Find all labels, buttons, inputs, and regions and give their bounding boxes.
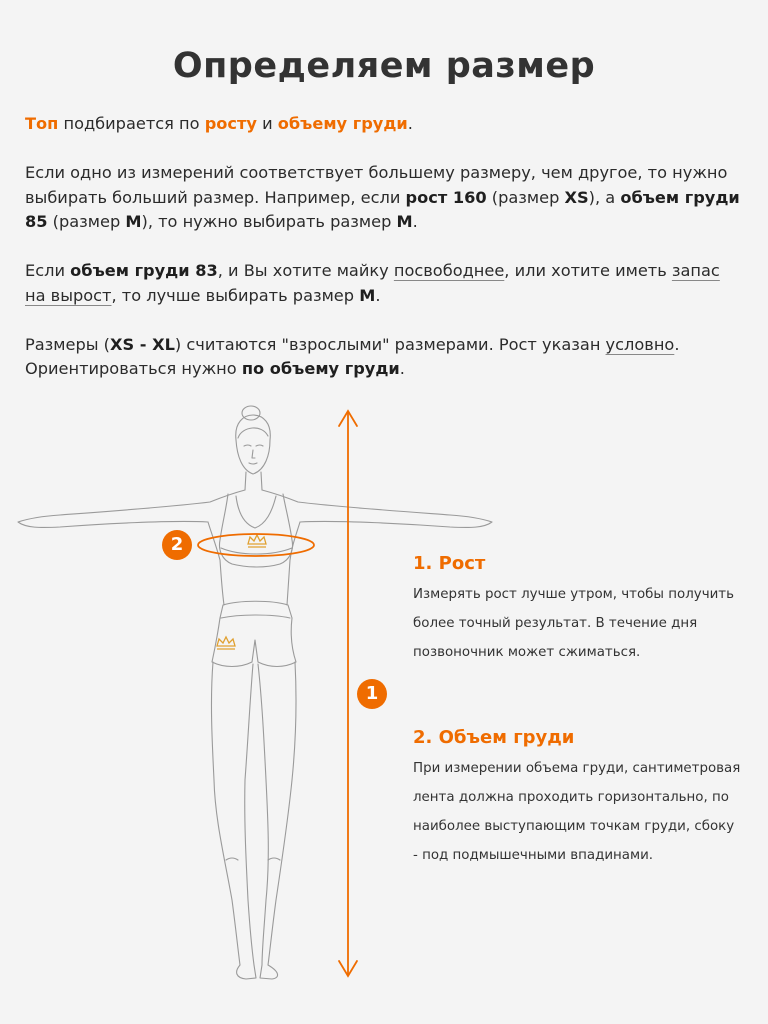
text-bold: объем груди 83 <box>70 261 218 280</box>
text-bold: рост 160 <box>405 187 487 207</box>
intro-paragraph-3 <box>25 259 745 308</box>
text: Если одно из измерений соответствует большему размеру, чем другое, то нужно выбирать больший размер. Например, если <box>25 163 728 207</box>
text-underlined: посвободнее <box>393 261 505 280</box>
text: подбирается по <box>58 114 205 133</box>
text: ) считаются "взрослыми" размерами. Рост указан <box>174 334 606 354</box>
text-bold: XS - XL <box>109 334 175 354</box>
text: ), то нужно выбирать размер <box>141 212 397 231</box>
text: Если <box>25 261 71 280</box>
height-section-title: 1. Рост <box>413 553 486 574</box>
text-underlined: условно <box>605 334 675 354</box>
intro-paragraph-1 <box>25 112 745 137</box>
intro-paragraph-4 <box>25 333 745 382</box>
text: . <box>375 285 381 305</box>
chest-badge: 2 <box>162 530 192 560</box>
text: . Ориентироваться нужно <box>25 334 680 378</box>
text-bold: по объему груди <box>241 359 400 378</box>
intro-paragraph-2 <box>25 161 745 235</box>
text: (размер <box>486 187 565 207</box>
text-bold: M <box>396 212 413 231</box>
text-accent: росту <box>204 114 257 133</box>
text-underlined: запас на вырост <box>25 261 720 305</box>
text: , и Вы хотите майку <box>217 261 394 280</box>
text-bold: объем груди 85 <box>25 187 740 231</box>
text: ), а <box>588 187 621 207</box>
text: Размеры ( <box>25 334 110 354</box>
chest-section-title: 2. Объем груди <box>413 727 575 748</box>
text: и <box>256 114 278 133</box>
text: , то лучше выбирать размер <box>111 285 360 305</box>
text: . <box>412 212 418 231</box>
text: , или хотите иметь <box>504 261 672 280</box>
text-bold: M <box>125 212 142 231</box>
text: . <box>407 114 413 133</box>
text-accent: Топ <box>25 114 59 133</box>
height-section-text: Измерять рост лучше утром, чтобы получить более точный результат. В течение дня позвоночник может сжиматься. <box>413 587 734 660</box>
crown-logo-icon <box>217 535 266 649</box>
chest-section-text: При измерении объема груди, сантиметровая лента должна проходить горизонтально, по наиболее выступающим точкам груди, сбоку - под подмышечными впадинами. <box>413 761 741 863</box>
height-arrow <box>339 411 357 976</box>
text-accent: объему груди <box>277 114 408 133</box>
text: (размер <box>47 212 126 231</box>
text: . <box>399 359 405 378</box>
intro-text <box>25 112 745 406</box>
page-title: Определяем размер <box>172 46 596 86</box>
figure-outline <box>18 406 492 979</box>
text-bold: M <box>359 285 376 305</box>
text-bold: XS <box>564 187 589 207</box>
height-badge: 1 <box>357 679 387 709</box>
